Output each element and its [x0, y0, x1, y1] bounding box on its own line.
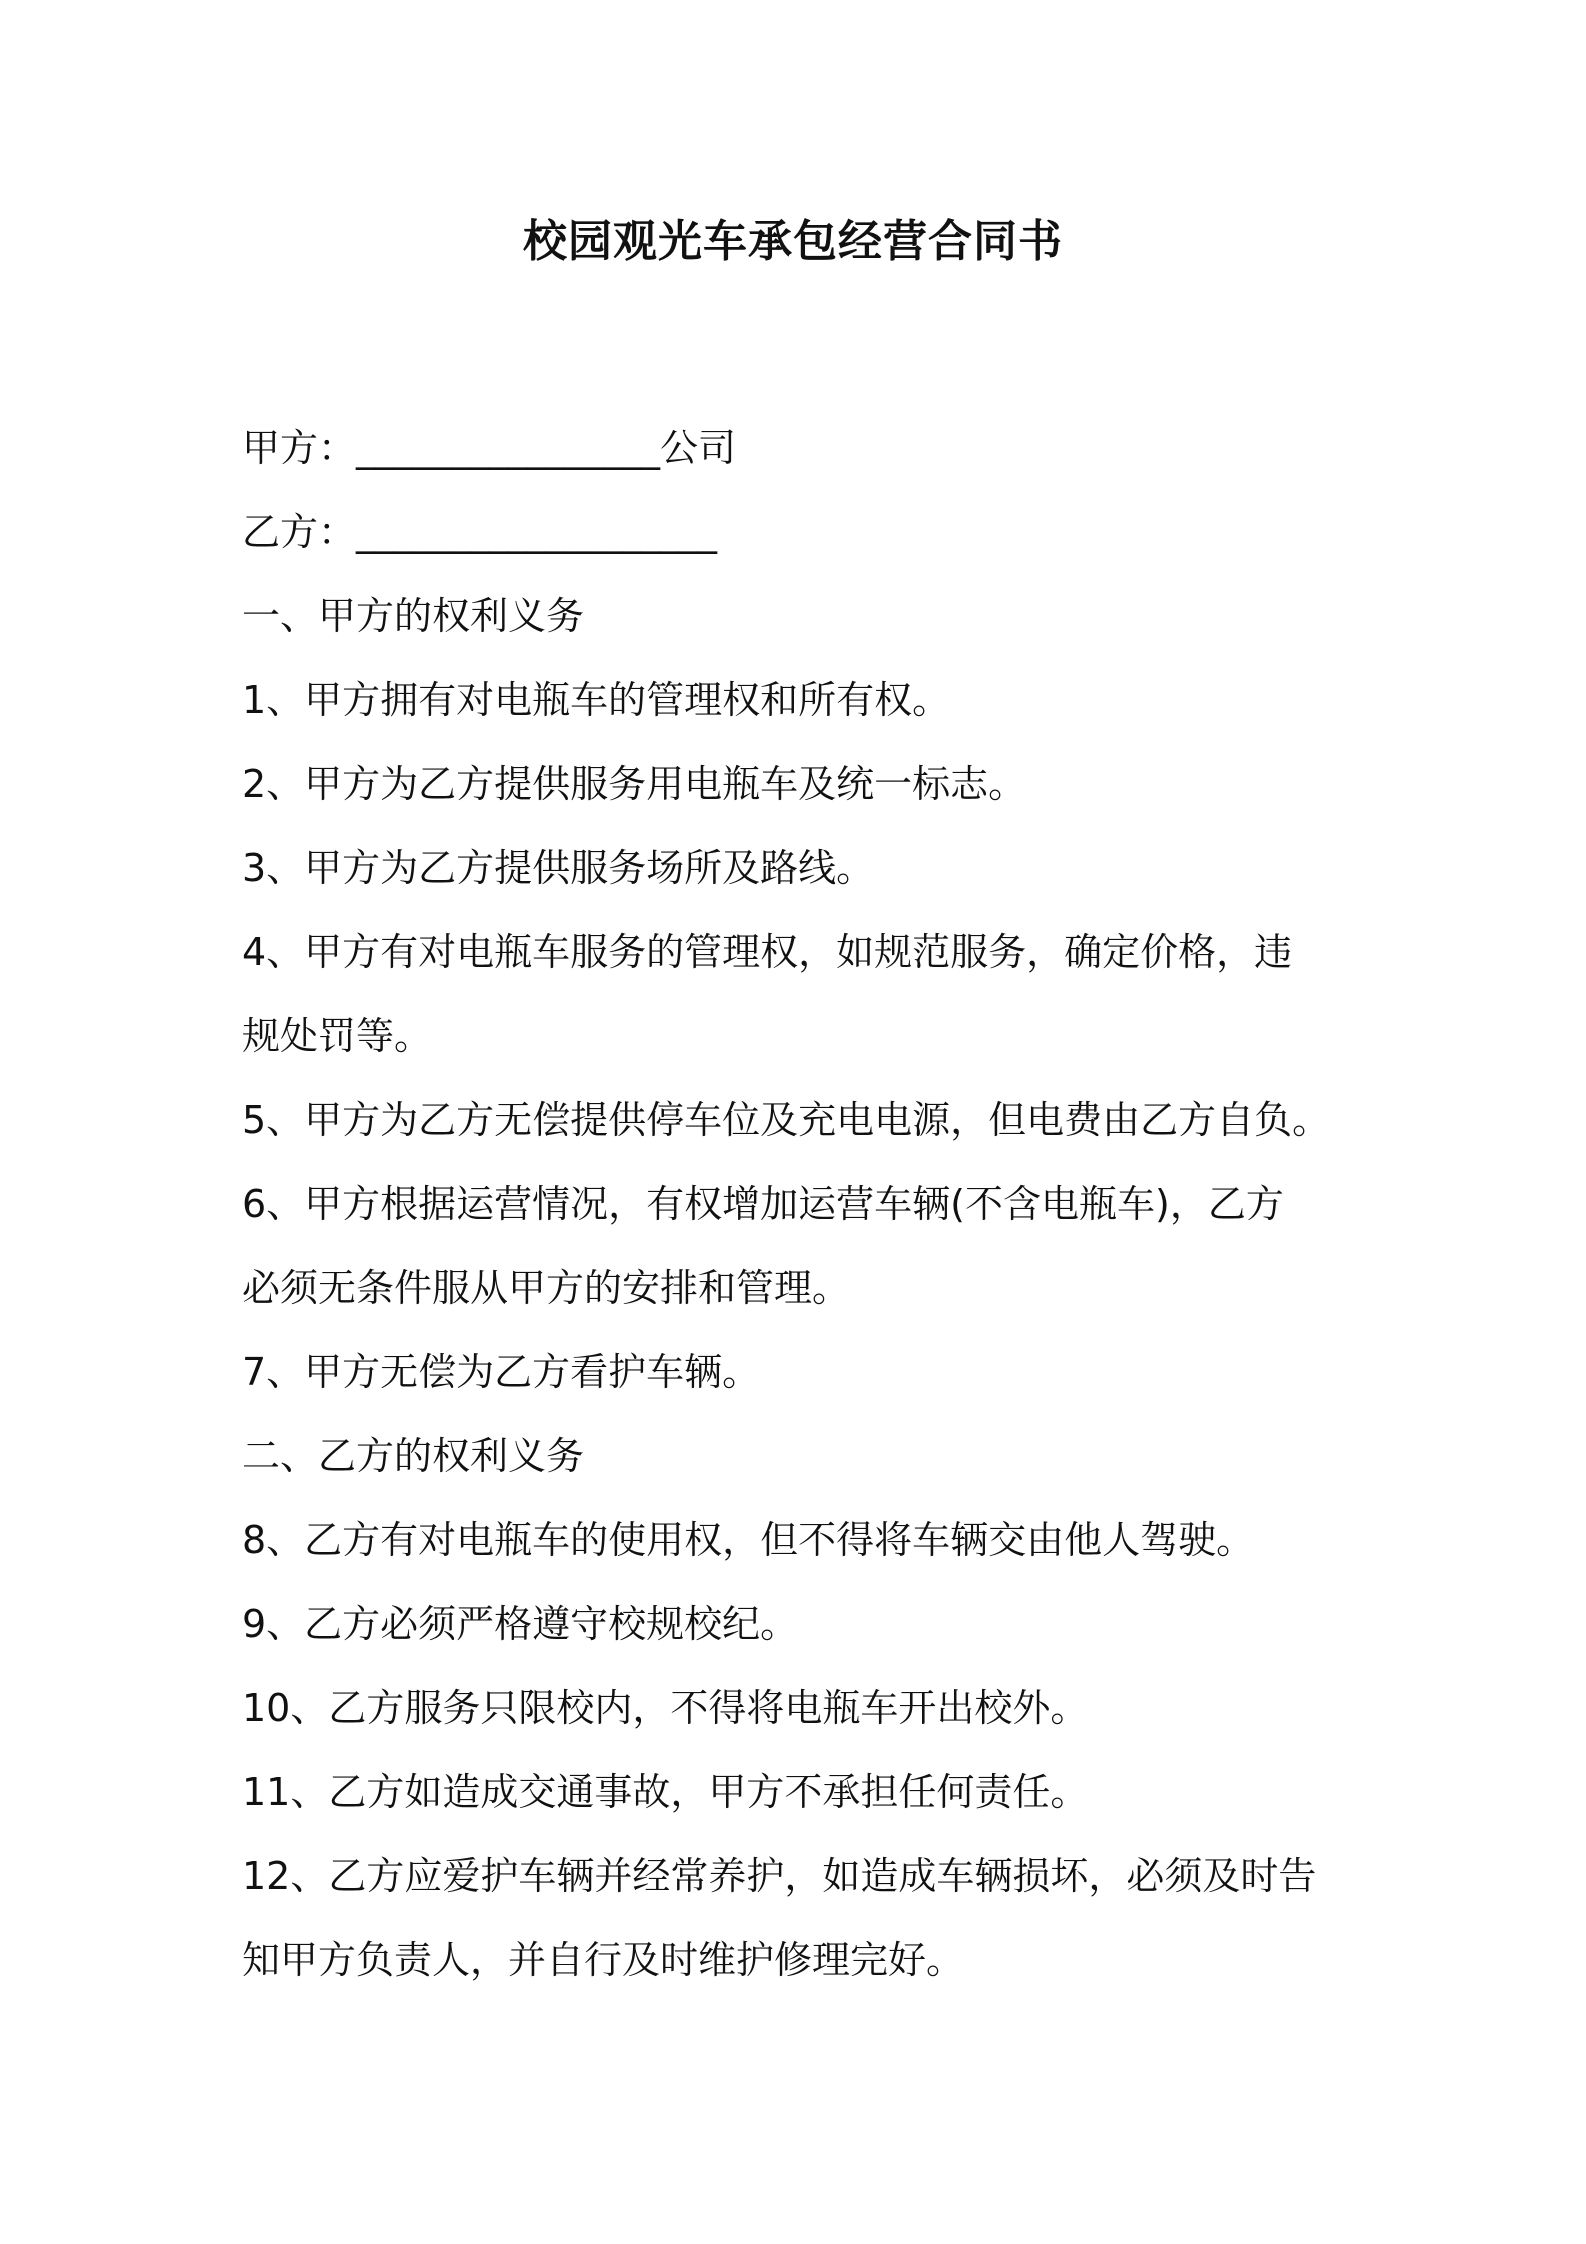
clause-line: 4、甲方有对电瓶车服务的管理权，如规范服务，确定价格，违	[242, 930, 1293, 974]
page-title: 校园观光车承包经营合同书	[523, 216, 1063, 267]
clause-line: 12、乙方应爱护车辆并经常养护，如造成车辆损坏，必须及时告	[242, 1854, 1317, 1898]
clause-line: 2、甲方为乙方提供服务用电瓶车及统一标志。	[242, 762, 1027, 806]
party-a-suffix: 公司	[660, 426, 737, 470]
clause-line: 11、乙方如造成交通事故，甲方不承担任何责任。	[242, 1770, 1089, 1814]
party-b-line	[242, 490, 1377, 574]
clause-line: 9、乙方必须严格遵守校规校纪。	[242, 1602, 799, 1646]
party-a-blank: ________________	[356, 426, 661, 470]
party-a-line	[242, 406, 1377, 490]
clause-line: 1、甲方拥有对电瓶车的管理权和所有权。	[242, 678, 951, 722]
party-a-label: 甲方：	[242, 426, 357, 470]
clause-line: 3、甲方为乙方提供服务场所及路线。	[242, 846, 875, 890]
section-heading-party-a: 一、甲方的权利义务	[242, 594, 585, 638]
clause-line: 知甲方负责人，并自行及时维护修理完好。	[242, 1938, 965, 1982]
clause-line: 7、甲方无偿为乙方看护车辆。	[242, 1350, 761, 1394]
party-b-label: 乙方：	[242, 510, 357, 554]
clause-line: 必须无条件服从甲方的安排和管理。	[242, 1266, 851, 1310]
clause-line: 10、乙方服务只限校内，不得将电瓶车开出校外。	[242, 1686, 1089, 1730]
clause-line: 规处罚等。	[242, 1014, 433, 1058]
clause-line: 6、甲方根据运营情况，有权增加运营车辆(不含电瓶车)，乙方	[242, 1182, 1284, 1226]
party-b-blank: ___________________	[356, 510, 718, 554]
clause-line: 5、甲方为乙方无偿提供停车位及充电电源，但电费由乙方自负。	[242, 1098, 1331, 1142]
section-heading-party-b: 二、乙方的权利义务	[242, 1434, 585, 1478]
contract-body	[242, 406, 1377, 2002]
clause-line: 8、乙方有对电瓶车的使用权，但不得将车辆交由他人驾驶。	[242, 1518, 1255, 1562]
